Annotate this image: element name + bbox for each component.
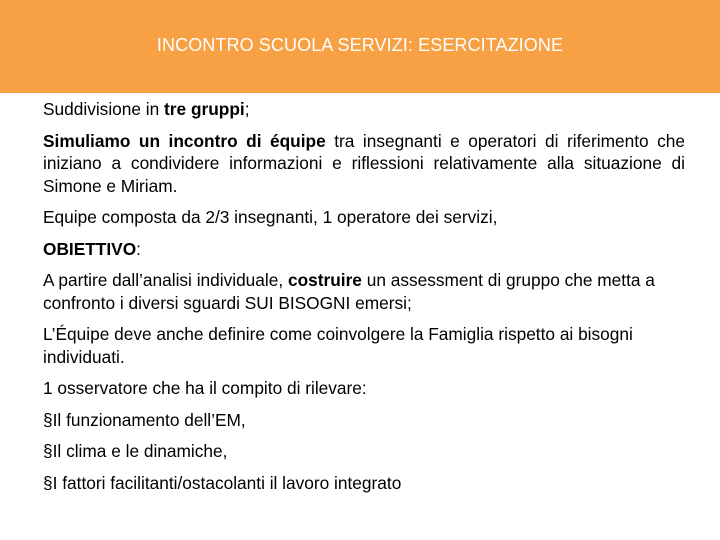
paragraph-objective — [43, 269, 685, 314]
slide-title: INCONTRO SCUOLA SERVIZI: ESERCITAZIONE — [156, 35, 564, 55]
slide-body — [43, 98, 685, 503]
text-run: ; — [244, 99, 250, 119]
text-run: L’Équipe deve anche definire come coinvolgere la Famiglia rispetto ai bisogni individuati. — [43, 324, 633, 367]
paragraph-family — [43, 323, 685, 368]
text-run: un assessment di gruppo che metta a confronto i diversi sguardi SUI BISOGNI emersi; — [43, 270, 655, 313]
bullet-item — [43, 440, 685, 463]
text-run: tra insegnanti e operatori di riferimento che iniziano a condividere informazioni e riflessioni relativamente alla situazione di Simone e Miriam. — [43, 130, 685, 196]
paragraph-groups — [43, 98, 685, 121]
bold-run: costruire — [287, 270, 362, 290]
paragraph-simulation — [43, 130, 685, 198]
bold-run: tre gruppi — [164, 99, 245, 119]
text-run: 1 osservatore che ha il compito di rilevare: — [43, 378, 367, 398]
bullet-text: I fattori facilitanti/ostacolanti il lavoro integrato — [52, 472, 402, 493]
bold-run: OBIETTIVO — [43, 238, 137, 259]
text-run: Suddivisione in — [43, 99, 165, 119]
title-banner — [0, 0, 720, 93]
paragraph-objective-heading — [43, 238, 685, 261]
text-run: : — [136, 238, 141, 259]
text-run: Equipe composta da 2/3 insegnanti, 1 operatore dei servizi, — [43, 207, 498, 227]
paragraph-team-composition — [43, 206, 685, 229]
bold-run: Simuliamo un incontro di équipe — [43, 130, 326, 151]
bullet-item — [43, 409, 685, 432]
bullet-item — [43, 472, 685, 495]
bullet-text: Il funzionamento dell’EM, — [52, 409, 246, 430]
paragraph-observer — [43, 377, 685, 400]
bullet-text: Il clima e le dinamiche, — [52, 441, 228, 461]
text-run: A partire dall’analisi individuale, — [43, 270, 288, 290]
